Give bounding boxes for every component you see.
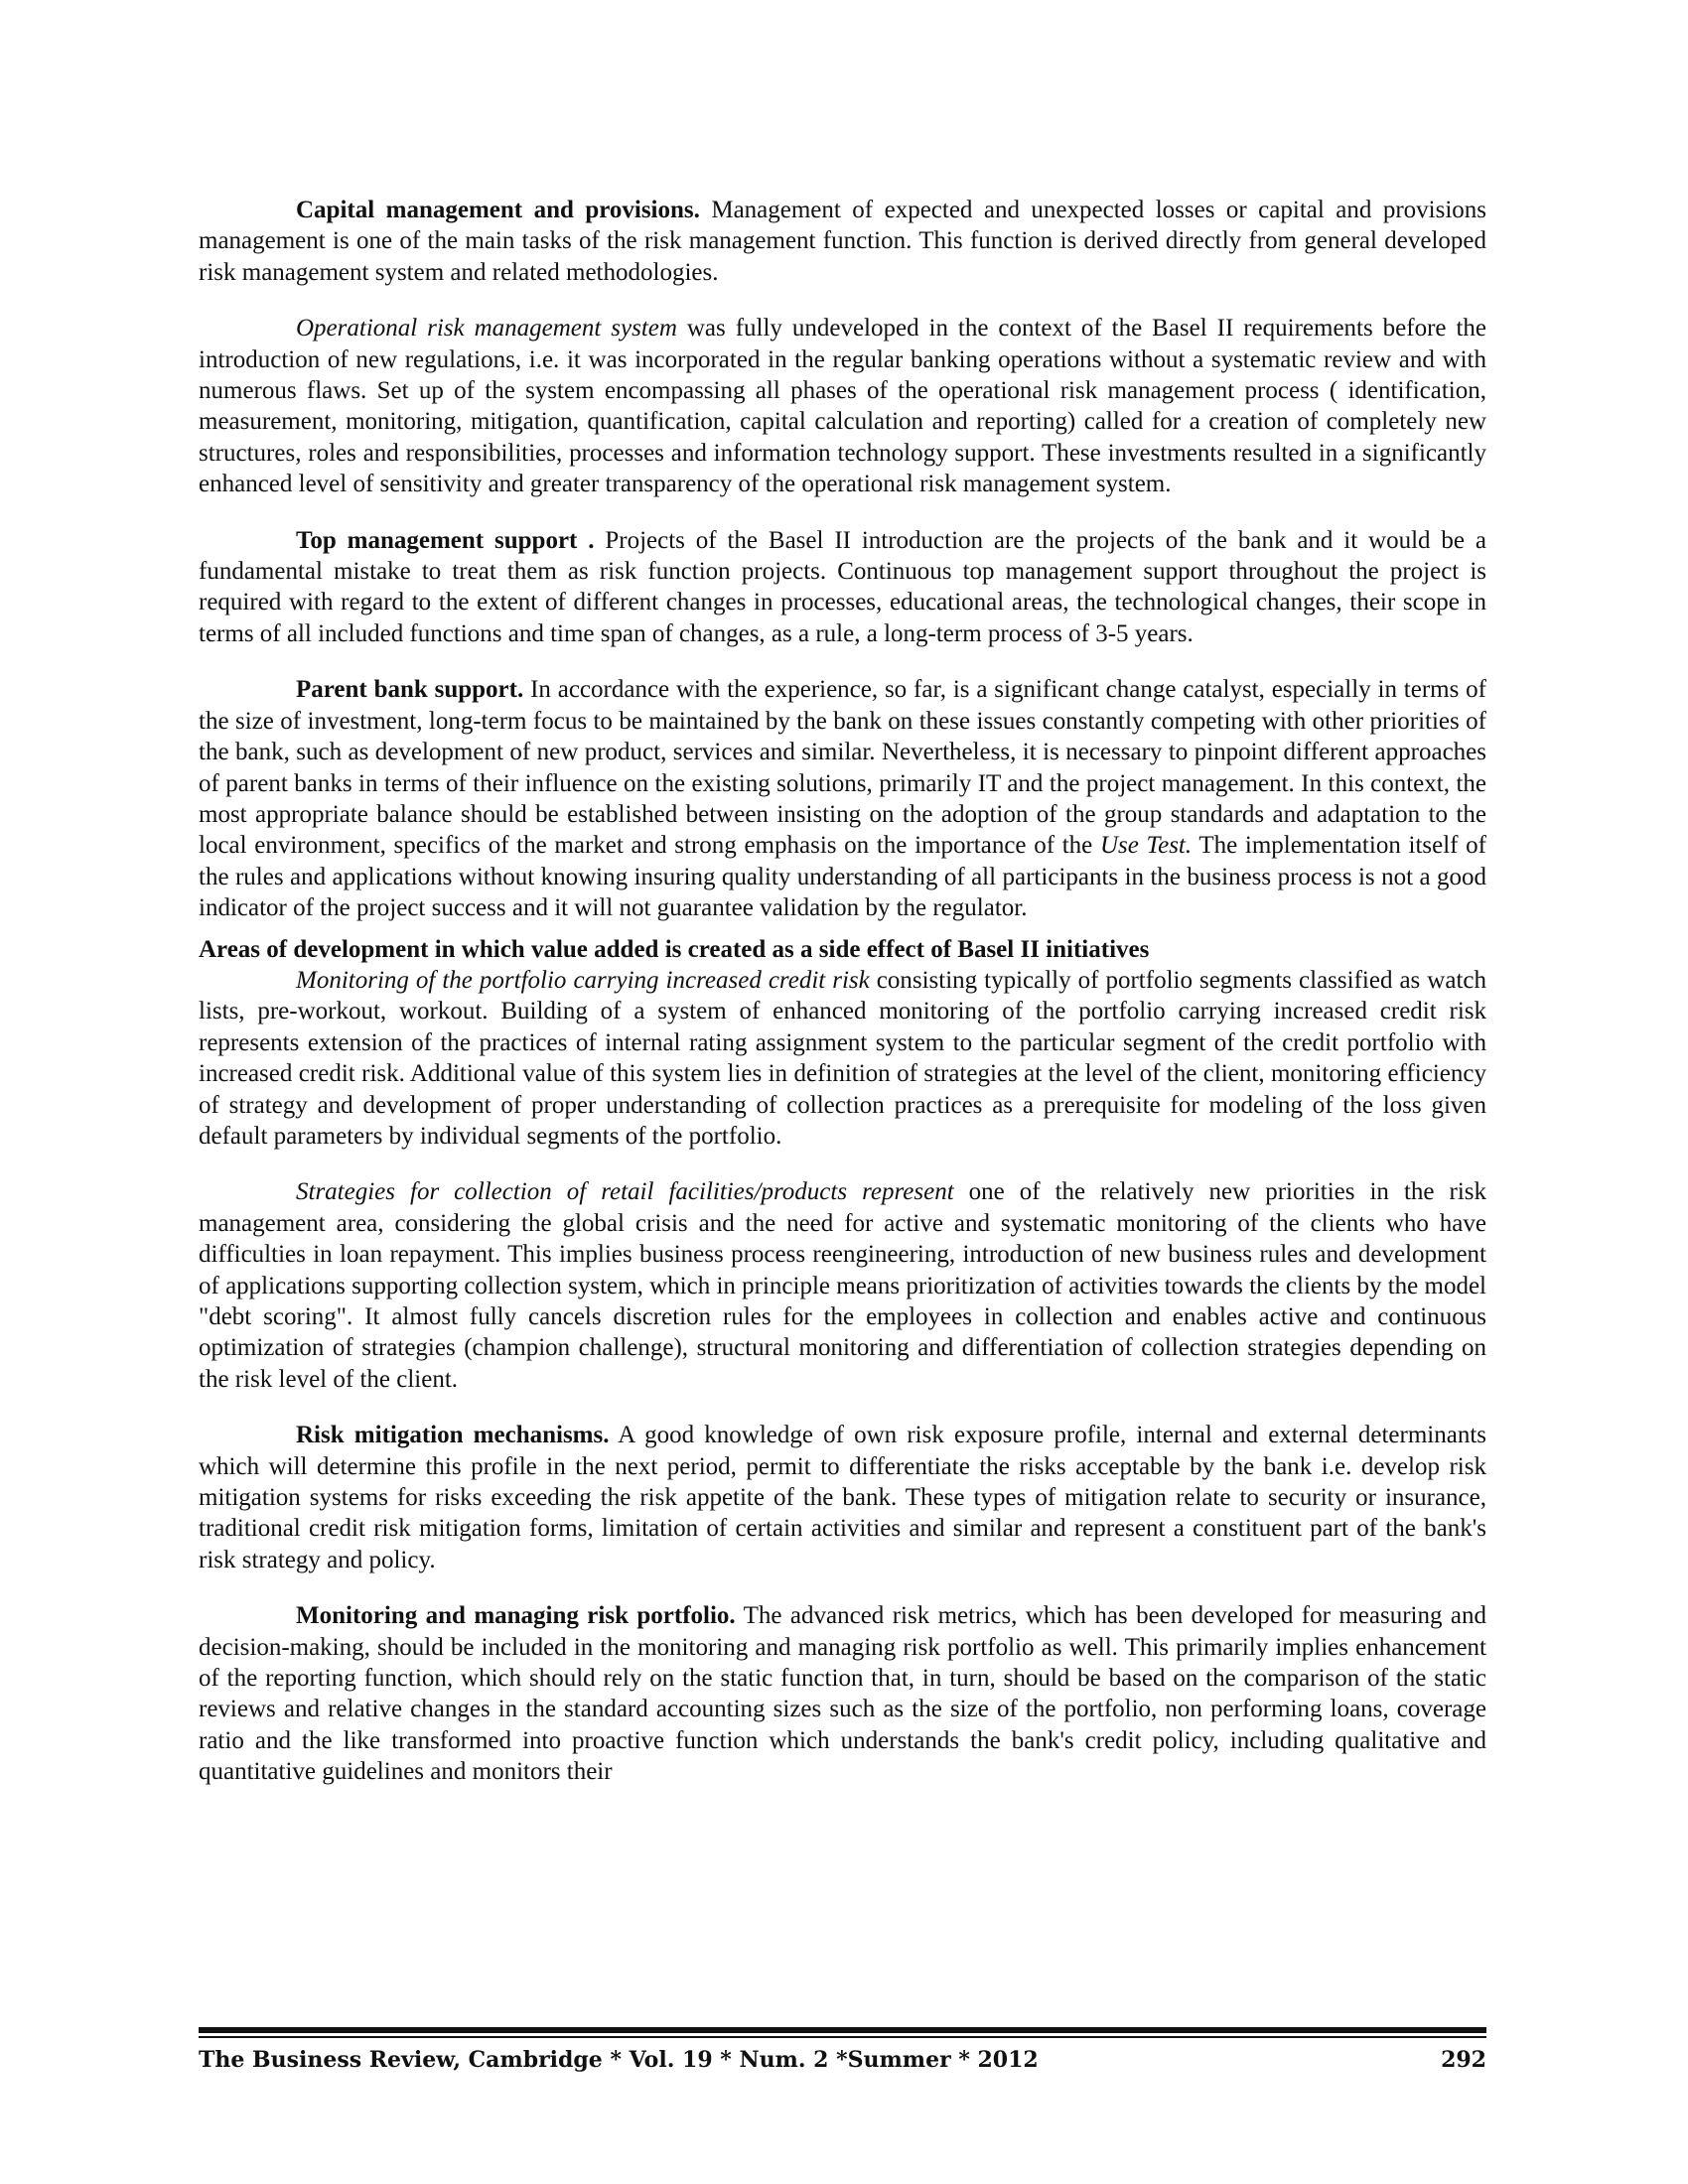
paragraph-operational-risk [199, 313, 1486, 499]
paragraph-parent-bank [199, 674, 1486, 923]
paragraph-collection-strategies [199, 1176, 1486, 1395]
paragraph-text: A good knowledge of own risk exposure profile, internal and external determinants which will determine this profile in the next period, permit to differentiate the risks acceptable by the bank i.e. develop risk mitigation systems for risks exceeding the risk appetite of the bank. These types of mitigation relate to security or insurance, traditional credit risk mitigation forms, limitation of certain activities and similar and represent a constituent part of the bank's risk strategy and policy. [199, 1422, 1486, 1573]
section-heading: Areas of development in which value added is created as a side effect of Basel II initiatives [199, 935, 1150, 963]
paragraph-capital-management [199, 195, 1486, 288]
paragraph-text: consisting typically of portfolio segments classified as watch lists, pre-workout, workout. Building of a system of enhanced monitoring of the portfolio carrying increased credit risk represents extension of the practices of internal rating assignment system to the particular segment of the credit portfolio with increased credit risk. Additional value of this system lies in definition of strategies at the level of the client, monitoring efficiency of strategy and development of proper understanding of collection practices as a prerequisite for modeling of the loss given default parameters by individual segments of the portfolio. [199, 966, 1486, 1150]
paragraph-top-management [199, 525, 1486, 650]
body-text [199, 195, 1486, 1788]
page-number: 292 [1441, 2047, 1486, 2073]
paragraph-monitoring-portfolio [199, 965, 1486, 1152]
use-test-term: Use Test. [1099, 832, 1193, 860]
paragraph-text: one of the relatively new priorities in the risk management area, considering the global crisis and the need for active and systematic monitoring of the clients who have difficulties in loan repayment. This implies business process reengineering, introduction of new business rules and development of applications supporting collection system, which in principle means prioritization of activities towards the clients by the model "debt scoring". It almost fully cancels discretion rules for the employees in collection and enables active and continuous optimization of strategies (champion challenge), structural monitoring and differentiation of collection strategies depending on the risk level of the client. [199, 1178, 1486, 1393]
paragraph-lead: Capital management and provisions. [296, 197, 700, 223]
paragraph-text: Management of expected and unexpected losses or capital and provisions management is one of the main tasks of the risk management function. This function is derived directly from general developed risk management system and related methodologies. [199, 197, 1486, 286]
paragraph-text: was fully undeveloped in the context of the Basel II requirements before the introduction of new regulations, i.e. it was incorporated in the regular banking operations without a systematic review and with numerous flaws. Set up of the system encompassing all phases of the operational risk management process ( identification, measurement, monitoring, mitigation, quantification, capital calculation and reporting) called for a creation of completely new structures, roles and responsibilities, processes and information technology support. These investments resulted in a significantly enhanced level of sensitivity and greater transparency of the operational risk management system. [199, 315, 1486, 498]
paragraph-text: In accordance with the experience, so far, is a significant change catalyst, especially in terms of the size of investment, long-term focus to be maintained by the bank on these issues constantly competing with other priorities of the bank, such as development of new product, services and similar. Nevertheless, it is necessary to pinpoint different approaches of parent banks in terms of their influence on the existing solutions, primarily IT and the project management. In this context, the most appropriate balance should be established between insisting on the adoption of the group standards and adaptation to the local environment, specifics of the market and strong emphasis on the importance of the [199, 676, 1486, 860]
paragraph-lead: Risk mitigation mechanisms. [296, 1422, 610, 1449]
paragraph-text: Projects of the Basel II introduction are the projects of the bank and it would be a fundamental mistake to treat them as risk function projects. Continuous top management support throughout the project is required with regard to the extent of different changes in processes, educational areas, the technological changes, their scope in terms of all included functions and time span of changes, as a rule, a long-term process of 3-5 years. [199, 526, 1486, 647]
paragraph-lead: Top management support . [296, 526, 595, 554]
paragraph-managing-risk-portfolio [199, 1600, 1486, 1787]
footer-rule-thick [199, 2027, 1486, 2033]
paragraph-text: The advanced risk metrics, which has been developed for measuring and decision-making, should be included in the monitoring and managing risk portfolio as well. This primarily implies enhancement of the reporting function, which should rely on the static function that, in turn, should be based on the comparison of the static reviews and relative changes in the standard accounting sizes such as the size of the portfolio, non performing loans, coverage ratio and the like transformed into proactive function which understands the bank's credit policy, including qualitative and quantitative guidelines and monitors their [199, 1602, 1486, 1786]
footer-journal: The Business Review, Cambridge * Vol. 19 * Num. 2 *Summer * 2012 [199, 2047, 1039, 2073]
paragraph-risk-mitigation [199, 1420, 1486, 1575]
paragraph-lead-italic: Strategies for collection of retail facilities/products represent [296, 1178, 954, 1206]
paragraph-lead-italic: Operational risk management system [296, 315, 677, 342]
paragraph-text: The implementation itself of the rules and applications without knowing insuring quality understanding of all participants in the business process is not a good indicator of the project success and it will not guarantee validation by the regulator. [199, 832, 1486, 922]
paragraph-lead: Monitoring and managing risk portfolio. [296, 1602, 736, 1630]
paragraph-lead: Parent bank support. [296, 676, 524, 704]
footer-rule-thin [199, 2036, 1486, 2038]
paragraph-lead-italic: Monitoring of the portfolio carrying increased credit risk [296, 966, 870, 994]
